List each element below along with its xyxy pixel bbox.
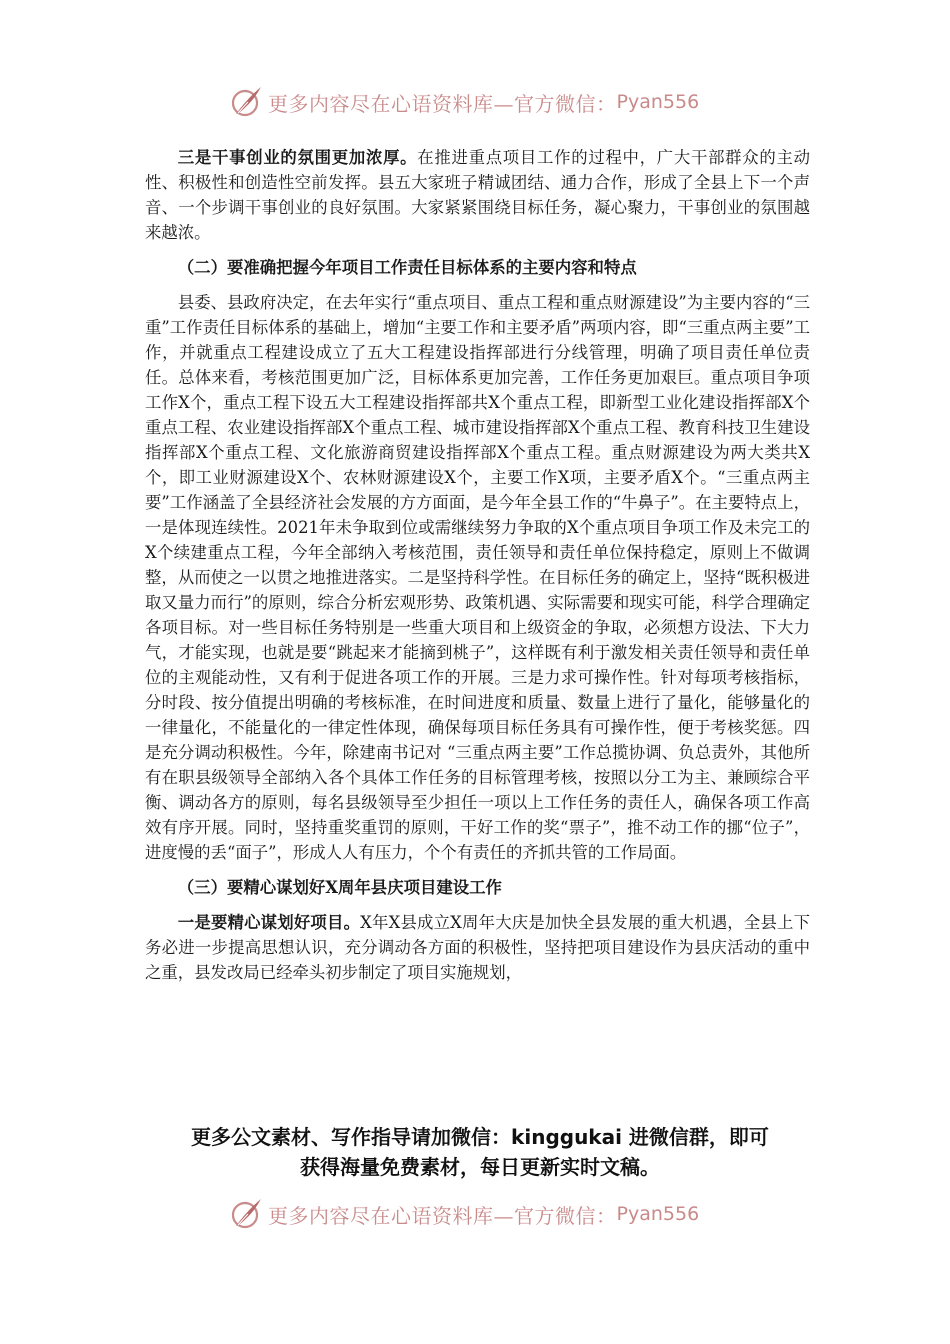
paragraph-1	[145, 145, 810, 245]
promo-line-2: 获得海量免费素材，每日更新实时文稿。	[300, 1155, 660, 1179]
promo-notice	[130, 1122, 830, 1182]
section-heading-3: （三）要精心谋划好X周年县庆项目建设工作	[177, 878, 502, 897]
paragraph-1-text: 在推进重点项目工作的过程中，广大干部群众的主动性、积极性和创造性空前发挥。县五大家班子精诚团结、通力合作，形成了全县上下一个声音、一个步调干事创业的良好氛围。大家紧紧围绕目标任务，凝心聚力，干事创业的氛围越来越浓。	[145, 148, 811, 242]
footer-watermark-banner	[228, 1196, 748, 1232]
paragraph-3-text: X年X县成立X周年大庆是加快全县发展的重大机遇，全县上下务必进一步提高思想认识，充分调动各方面的积极性，坚持把项目建设作为县庆活动的重中之重，县发改局已经牵头初步制定了项目实施规划，	[145, 913, 810, 982]
watermark-wechat-id: Pyan556	[616, 91, 700, 113]
paragraph-2: 县委、县政府决定，在去年实行“重点项目、重点工程和重点财源建设”为主要内容的“三重”工作责任目标体系的基础上，增加“主要工作和主要矛盾”两项内容，即“三重点两主要”工作，并就重点工程建设成立了五大工程建设指挥部进行分线管理，明确了项目责任单位责任。总体来看，考核范围更加广泛，目标体系更加完善，工作任务更加艰巨。重点项目争项工作X个，重点工程下设五大工程建设指挥部共X个重点工程，即新型工业化建设指挥部X个重点工程、农业建设指挥部X个重点工程、城市建设指挥部X个重点工程、教育科技卫生建设指挥部X个重点工程、文化旅游商贸建设指挥部X个重点工程。重点财源建设为两大类共X个，即工业财源建设X个、农林财源建设X个，主要工作X项，主要矛盾X个。“三重点两主要”工作涵盖了全县经济社会发展的方方面面，是今年全县工作的“牛鼻子”。在主要特点上，一是体现连续性。2021年未争取到位或需继续努力争取的X个重点项目争项工作及未完工的X个续建重点工程，今年全部纳入考核范围，责任领导和责任单位保持稳定，原则上不做调整，从而使之一以贯之地推进落实。二是坚持科学性。在目标任务的确定上，坚持“既积极进取又量力而行”的原则，综合分析宏观形势、政策机遇、实际需要和现实可能，科学合理确定各项目标。对一些目标任务特别是一些重大项目和上级资金的争取，必须想方设法、下大力气，才能实现，也就是要“跳起来才能摘到桃子”，这样既有利于激发相关责任领导和责任单位的主观能动性，又有利于促进各项工作的开展。三是力求可操作性。针对每项考核指标，分时段、按分值提出明确的考核标准，在时间进度和质量、数量上进行了量化，能够量化的一律量化，不能量化的一律定性体现，确保每项目标任务具有可操作性，便于考核奖惩。四是充分调动积极性。今年，除建南书记对 “三重点两主要”工作总揽协调、负总责外，其他所有在职县级领导全部纳入各个具体工作任务的目标管理考核，按照以分工为主、兼顾综合平衡、调动各方的原则，每名县级领导至少担任一项以上工作任务的责任人，确保各项工作高效有序开展。同时，坚持重奖重罚的原则，干好工作的奖“票子”，推不动工作的挪“位子”，进度慢的丢“面子”，形成人人有压力，个个有责任的齐抓共管的工作局面。	[145, 293, 810, 862]
paragraph-3	[145, 910, 810, 985]
quill-pen-logo-icon	[228, 84, 264, 120]
paragraph-1-lead: 三是干事创业的氛围更加浓厚。	[177, 148, 418, 167]
watermark-text: 更多内容尽在心语资料库—官方微信：	[268, 91, 617, 116]
paragraph-3-lead: 一是要精心谋划好项目。	[177, 913, 361, 932]
quill-pen-logo-icon	[228, 1196, 264, 1232]
promo-line-1: 更多公文素材、写作指导请加微信：kinggukai 进微信群，即可	[191, 1125, 769, 1149]
watermark-wechat-id: Pyan556	[616, 1203, 700, 1225]
section-heading-2: （二）要准确把握今年项目工作责任目标体系的主要内容和特点	[177, 258, 637, 277]
document-body	[145, 145, 810, 995]
watermark-text: 更多内容尽在心语资料库—官方微信：	[268, 1203, 617, 1228]
header-watermark-banner	[228, 84, 748, 120]
